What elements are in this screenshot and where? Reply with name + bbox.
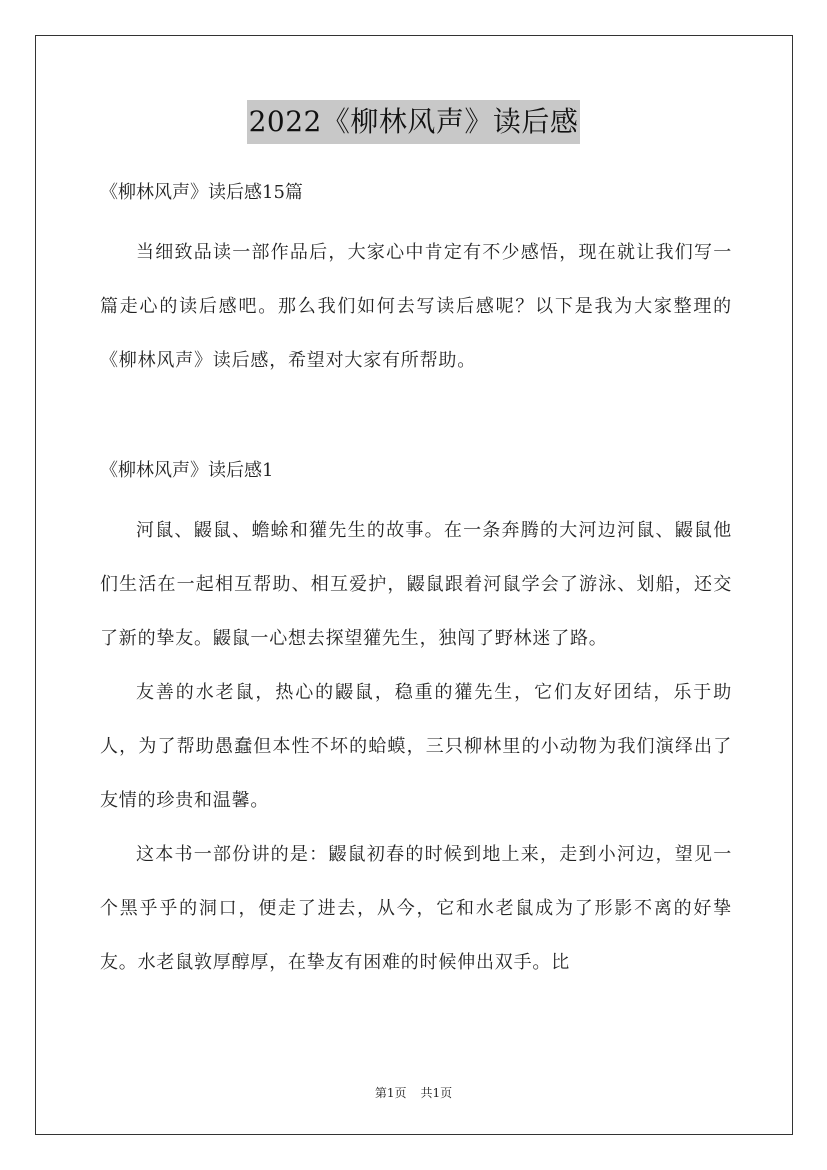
spacer (100, 494, 732, 504)
page-footer (0, 1084, 827, 1101)
spacer (100, 388, 732, 448)
document-subtitle: 《柳林风声》读后感15篇 (100, 182, 303, 203)
page-number-current: 第1页 (374, 1086, 407, 1100)
document-title: 2022《柳林风声》读后感 (247, 100, 581, 144)
body-paragraph: 河鼠、鼹鼠、蟾蜍和獾先生的故事。在一条奔腾的大河边河鼠、鼹鼠他们生活在一起相互帮助、相互爱护，鼹鼠跟着河鼠学会了游泳、划船，还交了新的挚友。鼹鼠一心想去探望獾先生，独闯了野林迷了路。 (100, 520, 732, 649)
body-paragraph: 友善的水老鼠，热心的鼹鼠，稳重的獾先生，它们友好团结，乐于助人，为了帮助愚蠢但本性不坏的蛤蟆，三只柳林里的小动物为我们演绎出了友情的珍贵和温馨。 (100, 682, 732, 811)
spacer (100, 216, 732, 226)
document-body (100, 170, 732, 990)
intro-paragraph: 当细致品读一部作品后，大家心中肯定有不少感悟，现在就让我们写一篇走心的读后感吧。那么我们如何去写读后感呢？以下是我为大家整理的《柳林风声》读后感，希望对大家有所帮助。 (100, 242, 732, 371)
body-paragraph: 这本书一部份讲的是：鼹鼠初春的时候到地上来，走到小河边，望见一个黑乎乎的洞口，便走了进去，从今，它和水老鼠成为了形影不离的好挚友。水老鼠敦厚醇厚，在挚友有困难的时候伸出双手。比 (100, 844, 732, 973)
page-number-total: 共1页 (420, 1086, 453, 1100)
title-container (0, 100, 827, 144)
section-heading: 《柳林风声》读后感1 (100, 460, 274, 481)
